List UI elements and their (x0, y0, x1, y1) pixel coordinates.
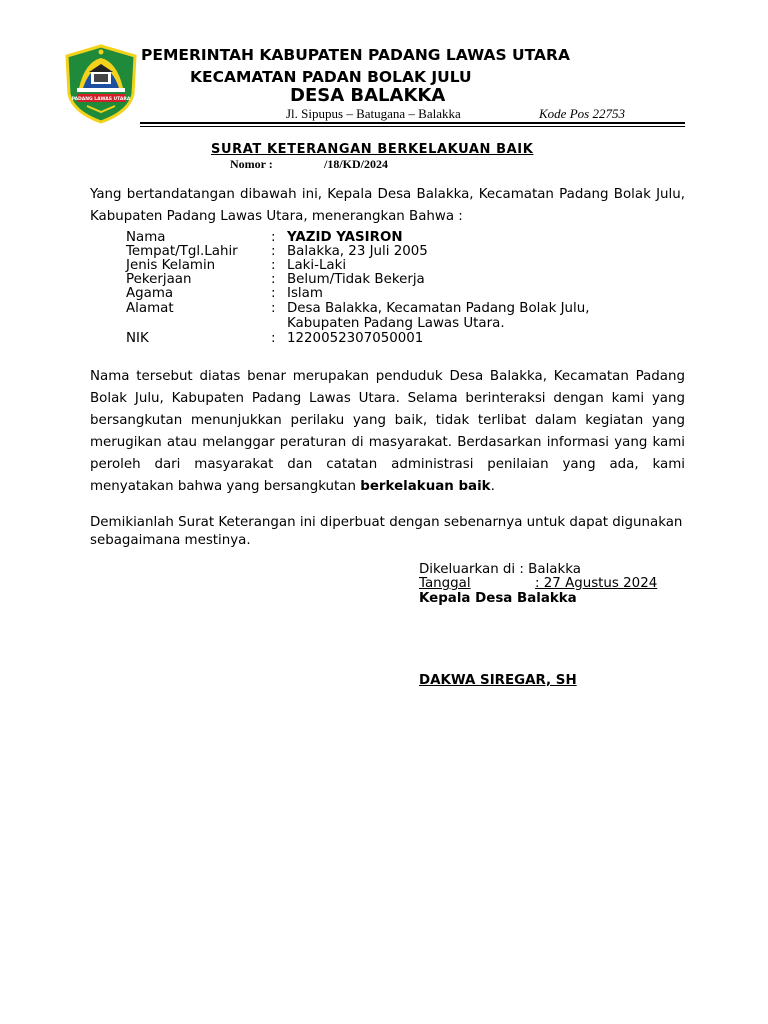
field-value-nik: 1220052307050001 (287, 331, 424, 346)
field-value-agama: Islam (287, 286, 323, 301)
regency-emblem-logo (63, 44, 139, 124)
letterhead-line-3: DESA BALAKKA (290, 85, 446, 106)
body-end: . (490, 479, 495, 494)
letterhead-postal-code: Kode Pos 22753 (539, 106, 625, 121)
field-value-nama: YAZID YASIRON (287, 230, 403, 245)
field-colon: : (271, 272, 276, 287)
nomor-value: /18/KD/2024 (324, 157, 389, 171)
field-label-alamat: Alamat (126, 301, 174, 316)
document-title: SURAT KETERANGAN BERKELAKUAN BAIK (211, 142, 534, 157)
letterhead-line-2: KECAMATAN PADAN BOLAK JULU (190, 68, 472, 86)
field-value-alamat-line-2: Kabupaten Padang Lawas Utara. (287, 316, 505, 331)
field-value-ttl: Balakka, 23 Juli 2005 (287, 244, 428, 259)
body-paragraph (90, 366, 685, 498)
signature-date-value: : 27 Agustus 2024 (535, 576, 658, 591)
field-value-alamat: Desa Balakka, Kecamatan Padang Bolak Julu, (287, 301, 590, 316)
body-bold-phrase: berkelakuan baik (360, 479, 491, 494)
signature-date-label: Tanggal (419, 576, 471, 591)
field-colon: : (271, 258, 276, 273)
signature-name: DAKWA SIREGAR, SH (419, 673, 577, 688)
field-colon: : (271, 230, 276, 245)
letterhead-rule-thin (140, 126, 685, 127)
field-colon: : (271, 244, 276, 259)
intro-paragraph: Yang bertandatangan dibawah ini, Kepala Desa Balakka, Kecamatan Padang Bolak Julu, Kabupaten Padang Lawas Utara, menerangkan Bahwa : (90, 187, 685, 224)
field-label-agama: Agama (126, 286, 174, 301)
field-label-pekerjaan: Pekerjaan (126, 272, 192, 287)
field-colon: : (271, 331, 276, 346)
field-label-ttl: Tempat/Tgl.Lahir (126, 244, 238, 259)
field-label-nama: Nama (126, 230, 166, 245)
letterhead-line-1: PEMERINTAH KABUPATEN PADANG LAWAS UTARA (141, 46, 570, 64)
logo-ribbon-text: PADANG LAWAS UTARA (71, 97, 131, 102)
field-label-jenis-kelamin: Jenis Kelamin (126, 258, 216, 273)
signature-position: Kepala Desa Balakka (419, 591, 577, 606)
field-value-jenis-kelamin: Laki-Laki (287, 258, 347, 273)
body-text: Nama tersebut diatas benar merupakan penduduk Desa Balakka, Kecamatan Padang Bolak Julu, Kabupaten Padang Lawas Utara. Selama berinteraksi dengan kami yang bersangkutan menunjukkan perilaku yang baik, tidak terlibat dalam kegiatan yang merugikan atau melanggar peraturan di masyarakat. Berdasarkan informasi yang kami peroleh dari masyarakat dan catatan administrasi penilaian yang ada, kami menyatakan bahwa yang bersangkutan (90, 369, 685, 494)
field-colon: : (271, 301, 276, 316)
field-colon: : (271, 286, 276, 301)
field-label-nik: NIK (126, 331, 149, 346)
letterhead-rule-thick (140, 122, 685, 124)
signature-date (419, 577, 657, 591)
letterhead-address: Jl. Sipupus – Batugana – Balakka (286, 106, 461, 121)
signature-issued-at: Dikeluarkan di : Balakka (419, 562, 581, 577)
field-value-pekerjaan: Belum/Tidak Bekerja (287, 272, 425, 287)
nomor-label: Nomor : (230, 157, 273, 171)
closing-paragraph: Demikianlah Surat Keterangan ini diperbuat dengan sebenarnya untuk dapat digunakan sebagaimana mestinya. (90, 515, 683, 548)
